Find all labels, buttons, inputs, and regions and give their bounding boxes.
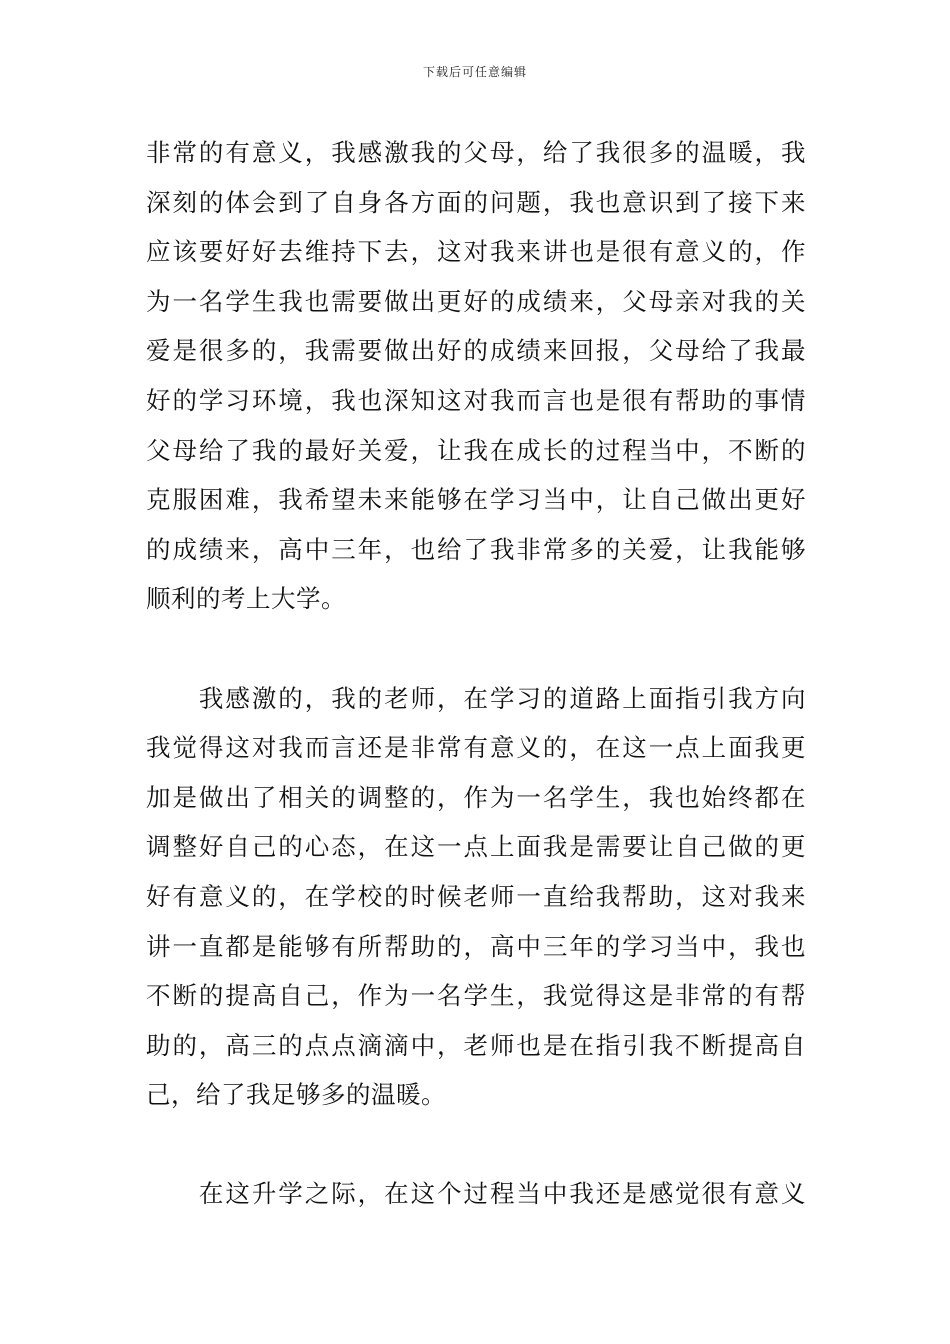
body-line: 顺利的考上大学。: [146, 584, 346, 614]
body-line: 助的，高三的点点滴滴中，老师也是在指引我不断提高自: [146, 1030, 806, 1060]
body-line: 调整好自己的心态，在这一点上面我是需要让自己做的更: [146, 832, 806, 862]
body-line: 加是做出了相关的调整的，作为一名学生，我也始终都在: [146, 782, 806, 812]
body-line: 讲一直都是能够有所帮助的，高中三年的学习当中，我也: [146, 931, 806, 961]
body-line: 克服困难，我希望未来能够在学习当中，让自己做出更好: [146, 485, 806, 515]
paragraph-gap: [146, 1120, 806, 1170]
body-line: 己，给了我足够多的温暖。: [146, 1080, 446, 1110]
body-line: 为一名学生我也需要做出更好的成绩来，父母亲对我的关: [146, 286, 806, 316]
body-line: 深刻的体会到了自身各方面的问题，我也意识到了接下来: [146, 187, 806, 217]
body-line: 非常的有意义，我感激我的父母，给了我很多的温暖，我: [146, 138, 806, 167]
page-header: 下载后可任意编辑: [422, 65, 527, 79]
body-line: 我感激的，我的老师，在学习的道路上面指引我方向: [146, 683, 806, 713]
paragraph-gap: [146, 624, 806, 674]
body-line: 爱是很多的，我需要做出好的成绩来回报，父母给了我最: [146, 336, 806, 366]
body-line: 应该要好好去维持下去，这对我来讲也是很有意义的，作: [146, 237, 806, 267]
body-line: 好的学习环境，我也深知这对我而言也是很有帮助的事情: [146, 385, 806, 415]
body-line: 好有意义的，在学校的时候老师一直给我帮助，这对我来: [146, 881, 806, 911]
body-line: 我觉得这对我而言还是非常有意义的，在这一点上面我更: [146, 733, 806, 763]
body-line: 父母给了我的最好关爱，让我在成长的过程当中，不断的: [146, 435, 806, 465]
document-body: [146, 128, 806, 1219]
body-line: 在这升学之际，在这个过程当中我还是感觉很有意义: [146, 1179, 806, 1209]
body-line: 不断的提高自己，作为一名学生，我觉得这是非常的有帮: [146, 981, 806, 1011]
body-line: 的成绩来，高中三年，也给了我非常多的关爱，让我能够: [146, 534, 806, 564]
